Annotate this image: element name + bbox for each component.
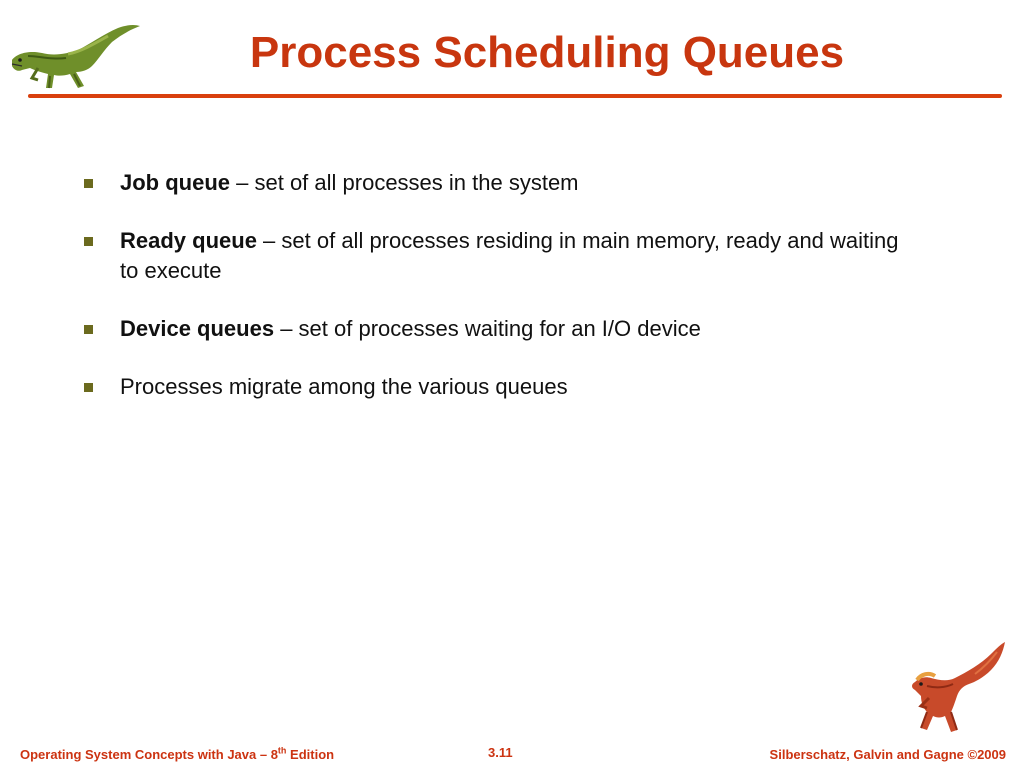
bullet-separator: – (230, 170, 255, 195)
red-dinosaur-icon (905, 638, 1010, 740)
bullet-item (84, 372, 914, 402)
bullet-term: Device queues (120, 316, 275, 341)
title-underline (28, 94, 1002, 98)
footer-book-suffix: Edition (286, 747, 335, 762)
bullet-term: Ready queue (120, 228, 257, 253)
bullet-separator: – (256, 228, 282, 253)
bullet-text: set of all processes in the system (254, 170, 579, 195)
bullet-item (84, 314, 914, 344)
bullet-text: set of processes waiting for an I/O device (298, 316, 701, 341)
bullet-separator: – (274, 316, 299, 341)
bullet-term: Job queue (120, 170, 231, 195)
bullet-text: set of all processes residing in main memory, ready and waiting to execute (120, 228, 899, 283)
footer-book-prefix: Operating System Concepts with Java – 8 (20, 747, 278, 762)
square-bullet-icon (84, 237, 93, 246)
footer-copyright: Silberschatz, Galvin and Gagne ©2009 (769, 747, 1006, 762)
slide-title: Process Scheduling Queues (249, 28, 845, 77)
footer-page-number: 3.11 (488, 745, 513, 760)
square-bullet-icon (84, 383, 93, 392)
square-bullet-icon (84, 179, 93, 188)
footer-book-sup: th (277, 745, 287, 756)
bullet-text: Processes migrate among the various queues (120, 374, 568, 399)
bullet-item (84, 226, 914, 286)
bullet-list (84, 168, 914, 430)
bullet-item (84, 168, 914, 198)
footer-book-title (20, 747, 334, 762)
square-bullet-icon (84, 325, 93, 334)
